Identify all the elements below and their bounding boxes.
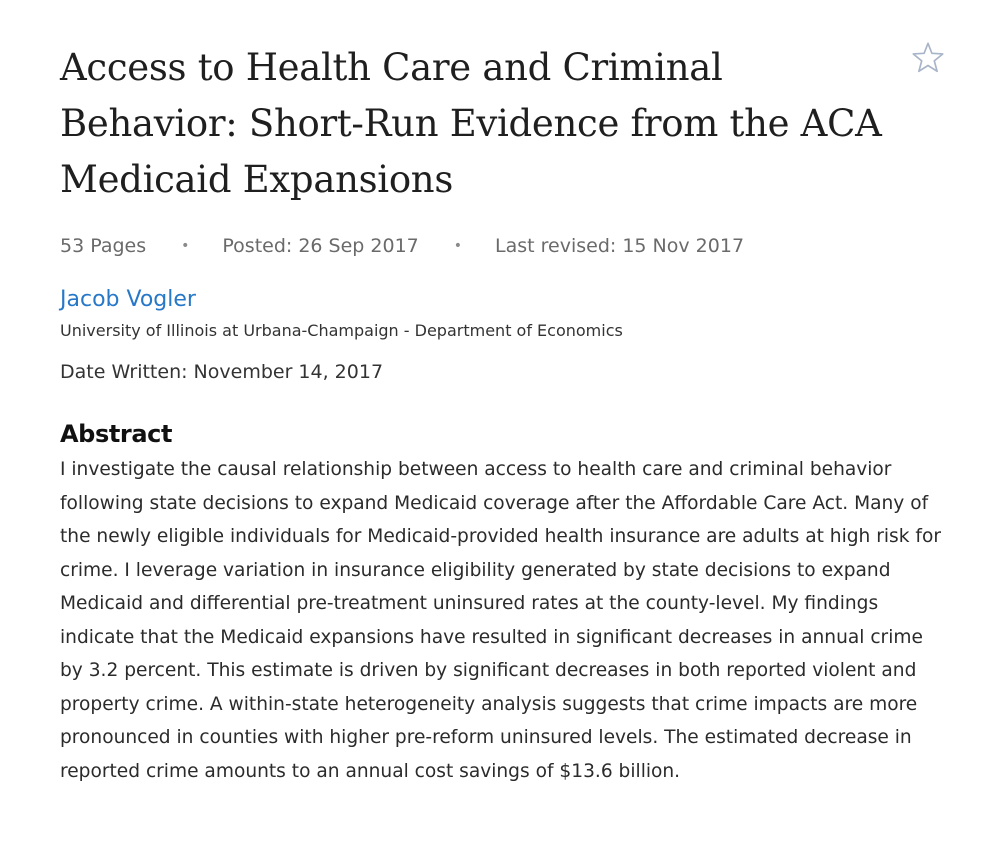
revised-date: Last revised: 15 Nov 2017 [495, 235, 745, 257]
bullet-icon: • [181, 238, 190, 254]
paper-meta [60, 230, 945, 262]
bullet-icon: • [453, 238, 463, 254]
posted-date: Posted: 26 Sep 2017 [222, 235, 419, 257]
author-affiliation: University of Illinois at Urbana-Champaign - Department of Economics [60, 321, 623, 340]
page-count: 53 Pages [60, 235, 147, 257]
date-written: Date Written: November 14, 2017 [60, 361, 384, 383]
abstract-text: I investigate the causal relationship between access to health care and criminal behavior following state decisions to expand Medicaid coverage after the Affordable Care Act. Many of the newly eligible individuals for Medicaid-provided health insurance are adults at high risk for crime. I leverage variation in insurance eligibility generated by state decisions to expand Medicaid and differential pre-treatment uninsured rates at the county-level. My findings indicate that the Medicaid expansions have resulted in significant decreases in annual crime by 3.2 percent. This estimate is driven by significant decreases in both reported violent and property crime. A within-state heterogeneity analysis suggests that crime impacts are more pronounced in counties with higher pre-reform uninsured levels. The estimated decrease in reported crime amounts to an annual cost savings of $13.6 billion. [60, 459, 941, 782]
paper-page [60, 40, 945, 788]
star-outline-icon[interactable] [910, 40, 946, 76]
author-link[interactable]: Jacob Vogler [60, 287, 196, 312]
paper-title: Access to Health Care and Criminal Behavior: Short-Run Evidence from the ACA Medicaid Expansions [60, 46, 882, 201]
abstract-heading: Abstract [60, 420, 173, 448]
